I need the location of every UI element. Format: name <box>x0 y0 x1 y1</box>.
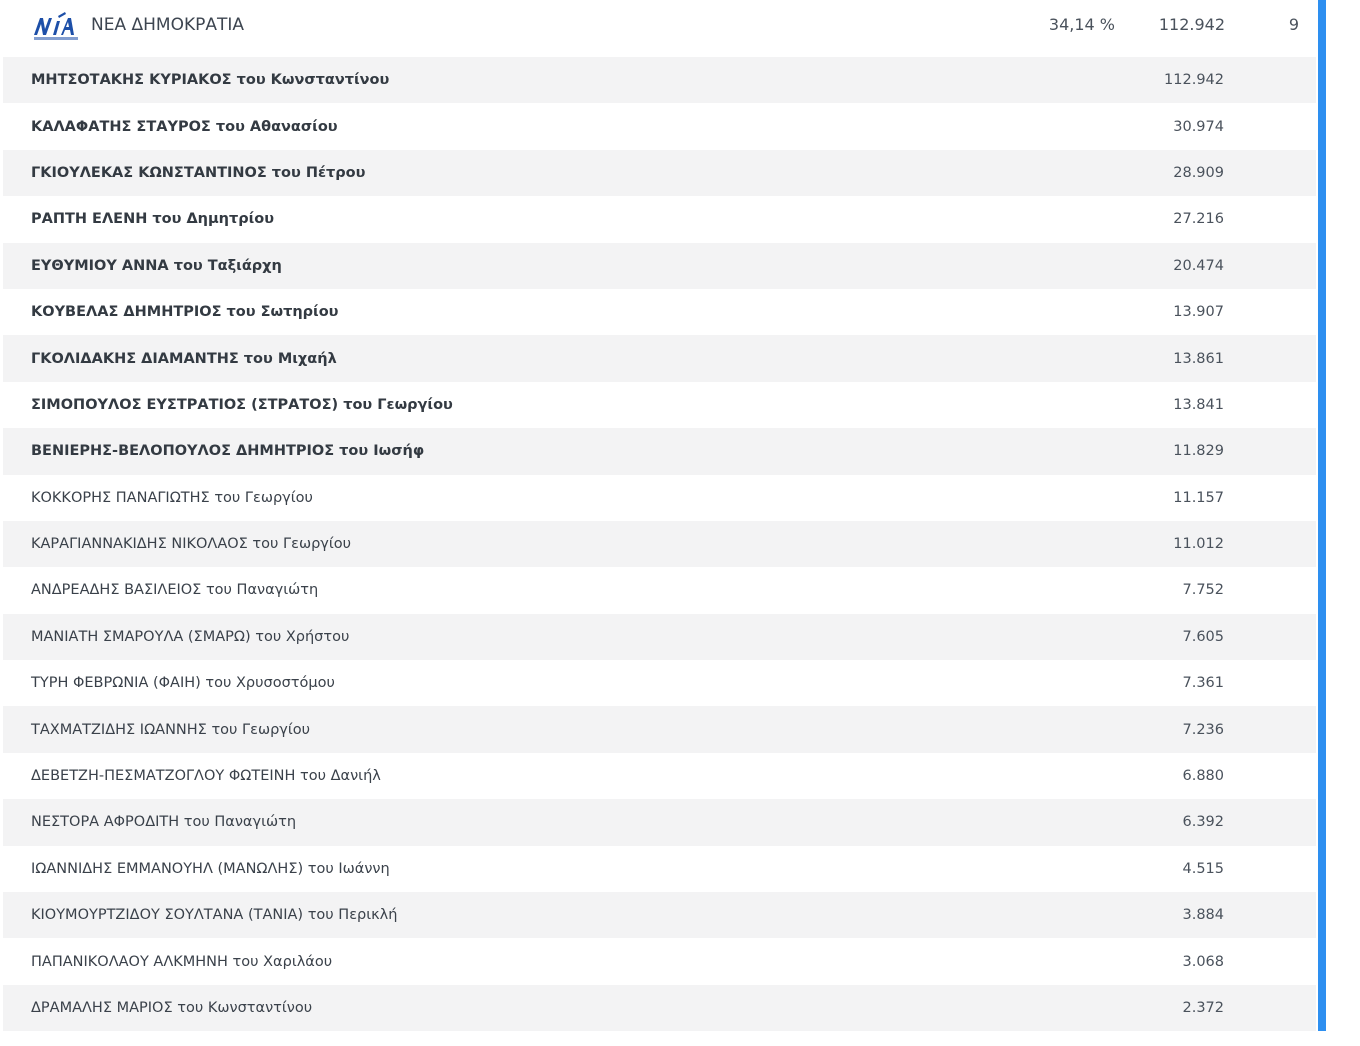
candidate-row[interactable] <box>3 475 1316 521</box>
candidate-name: ΔΕΒΕΤΖΗ-ΠΕΣΜΑΤΖΟΓΛΟΥ ΦΩΤΕΙΝΗ του Δανιήλ <box>31 768 381 785</box>
candidate-row[interactable] <box>3 382 1316 428</box>
candidate-row[interactable] <box>3 521 1316 567</box>
candidate-votes: 11.829 <box>1173 443 1224 460</box>
party-seats: 9 <box>1288 15 1299 34</box>
candidate-name: ΝΕΣΤΟΡΑ ΑΦΡΟΔΙΤΗ του Παναγιώτη <box>31 814 297 831</box>
candidate-votes: 7.361 <box>1182 675 1224 692</box>
candidate-votes: 28.909 <box>1173 164 1224 181</box>
candidate-votes: 20.474 <box>1173 257 1224 274</box>
candidate-name: ΕΥΘΥΜΙΟΥ ΑΝΝΑ του Ταξιάρχη <box>31 257 282 274</box>
candidate-name: ΚΑΛΑΦΑΤΗΣ ΣΤΑΥΡΟΣ του Αθανασίου <box>31 118 338 135</box>
candidate-list <box>3 57 1316 1031</box>
candidate-votes: 6.880 <box>1182 768 1224 785</box>
candidate-votes: 2.372 <box>1182 1000 1224 1016</box>
candidate-name: ΓΚΟΛΙΔΑΚΗΣ ΔΙΑΜΑΝΤΗΣ του Μιχαήλ <box>31 350 337 367</box>
nea-dimokratia-logo-icon <box>31 9 81 43</box>
candidate-name: ΤΑΧΜΑΤΖΙΔΗΣ ΙΩΑΝΝΗΣ του Γεωργίου <box>31 721 311 738</box>
candidate-votes: 13.907 <box>1173 304 1224 321</box>
candidate-votes: 7.752 <box>1182 582 1224 599</box>
candidate-votes: 13.861 <box>1173 350 1224 367</box>
candidate-votes: 27.216 <box>1173 211 1224 228</box>
candidate-row[interactable] <box>3 428 1316 474</box>
candidate-row[interactable] <box>3 57 1316 103</box>
candidate-votes: 4.515 <box>1182 860 1224 877</box>
candidate-votes: 11.157 <box>1173 489 1224 506</box>
candidate-row[interactable] <box>3 660 1316 706</box>
candidate-row[interactable] <box>3 799 1316 845</box>
candidate-name: ΡΑΠΤΗ ΕΛΕΝΗ του Δημητρίου <box>31 211 275 228</box>
candidate-votes: 30.974 <box>1173 118 1224 135</box>
candidate-name: ΒΕΝΙΕΡΗΣ-ΒΕΛΟΠΟΥΛΟΣ ΔΗΜΗΤΡΙΟΣ του Ιωσήφ <box>31 443 425 460</box>
party-percentage: 34,14 % <box>1048 15 1115 34</box>
candidate-name: ΚΟΥΒΕΛΑΣ ΔΗΜΗΤΡΙΟΣ του Σωτηρίου <box>31 304 339 321</box>
candidate-row[interactable] <box>3 706 1316 752</box>
party-name: ΝΕΑ ΔΗΜΟΚΡΑΤΙΑ <box>91 15 245 35</box>
candidate-name: ΜΗΤΣΟΤΑΚΗΣ ΚΥΡΙΑΚΟΣ του Κωνσταντίνου <box>31 72 390 89</box>
candidate-row[interactable] <box>3 892 1316 938</box>
candidate-name: ΚΟΚΚΟΡΗΣ ΠΑΝΑΓΙΩΤΗΣ του Γεωργίου <box>31 489 313 506</box>
candidate-votes: 112.942 <box>1164 72 1224 89</box>
candidate-votes: 3.068 <box>1182 953 1224 970</box>
candidate-votes: 13.841 <box>1173 396 1224 413</box>
candidate-name: ΓΚΙΟΥΛΕΚΑΣ ΚΩΝΣΤΑΝΤΙΝΟΣ του Πέτρου <box>31 164 366 181</box>
candidate-row[interactable] <box>3 150 1316 196</box>
candidate-votes: 3.884 <box>1182 907 1224 924</box>
candidate-votes: 7.236 <box>1182 721 1224 738</box>
candidate-name: ΠΑΠΑΝΙΚΟΛΑΟΥ ΑΛΚΜΗΝΗ του Χαριλάου <box>31 953 333 970</box>
candidate-name: ΚΑΡΑΓΙΑΝΝΑΚΙΔΗΣ ΝΙΚΟΛΑΟΣ του Γεωργίου <box>31 536 352 553</box>
candidate-name: ΤΥΡΗ ΦΕΒΡΩΝΙΑ (ΦΑΙΗ) του Χρυσοστόμου <box>31 675 335 692</box>
party-total-votes: 112.942 <box>1158 15 1225 34</box>
candidate-row[interactable] <box>3 846 1316 892</box>
candidate-row[interactable] <box>3 289 1316 335</box>
candidate-name: ΚΙΟΥΜΟΥΡΤΖΙΔΟΥ ΣΟΥΛΤΑΝΑ (ΤΑΝΙΑ) του Περικλή <box>31 907 398 924</box>
candidate-name: ΑΝΔΡΕΑΔΗΣ ΒΑΣΙΛΕΙΟΣ του Παναγιώτη <box>31 582 319 599</box>
candidate-name: ΔΡΑΜΑΛΗΣ ΜΑΡΙΟΣ του Κωνσταντίνου <box>31 1000 313 1016</box>
candidate-votes: 11.012 <box>1173 536 1224 553</box>
candidate-row[interactable] <box>3 567 1316 613</box>
candidate-row[interactable] <box>3 985 1316 1031</box>
candidate-row[interactable] <box>3 335 1316 381</box>
candidate-name: ΙΩΑΝΝΙΔΗΣ ΕΜΜΑΝΟΥΗΛ (ΜΑΝΩΛΗΣ) του Ιωάννη <box>31 860 390 877</box>
party-header-row[interactable] <box>3 0 1316 57</box>
candidate-votes: 7.605 <box>1182 628 1224 645</box>
candidate-row[interactable] <box>3 753 1316 799</box>
candidate-name: ΜΑΝΙΑΤΗ ΣΜΑΡΟΥΛΑ (ΣΜΑΡΩ) του Χρήστου <box>31 628 350 645</box>
candidate-row[interactable] <box>3 614 1316 660</box>
accent-bar <box>1318 0 1326 1031</box>
party-results-panel <box>3 0 1316 1031</box>
candidate-row[interactable] <box>3 243 1316 289</box>
candidate-votes: 6.392 <box>1182 814 1224 831</box>
candidate-row[interactable] <box>3 196 1316 242</box>
candidate-name: ΣΙΜΟΠΟΥΛΟΣ ΕΥΣΤΡΑΤΙΟΣ (ΣΤΡΑΤΟΣ) του Γεωργίου <box>31 396 453 413</box>
candidate-row[interactable] <box>3 103 1316 149</box>
candidate-row[interactable] <box>3 938 1316 984</box>
